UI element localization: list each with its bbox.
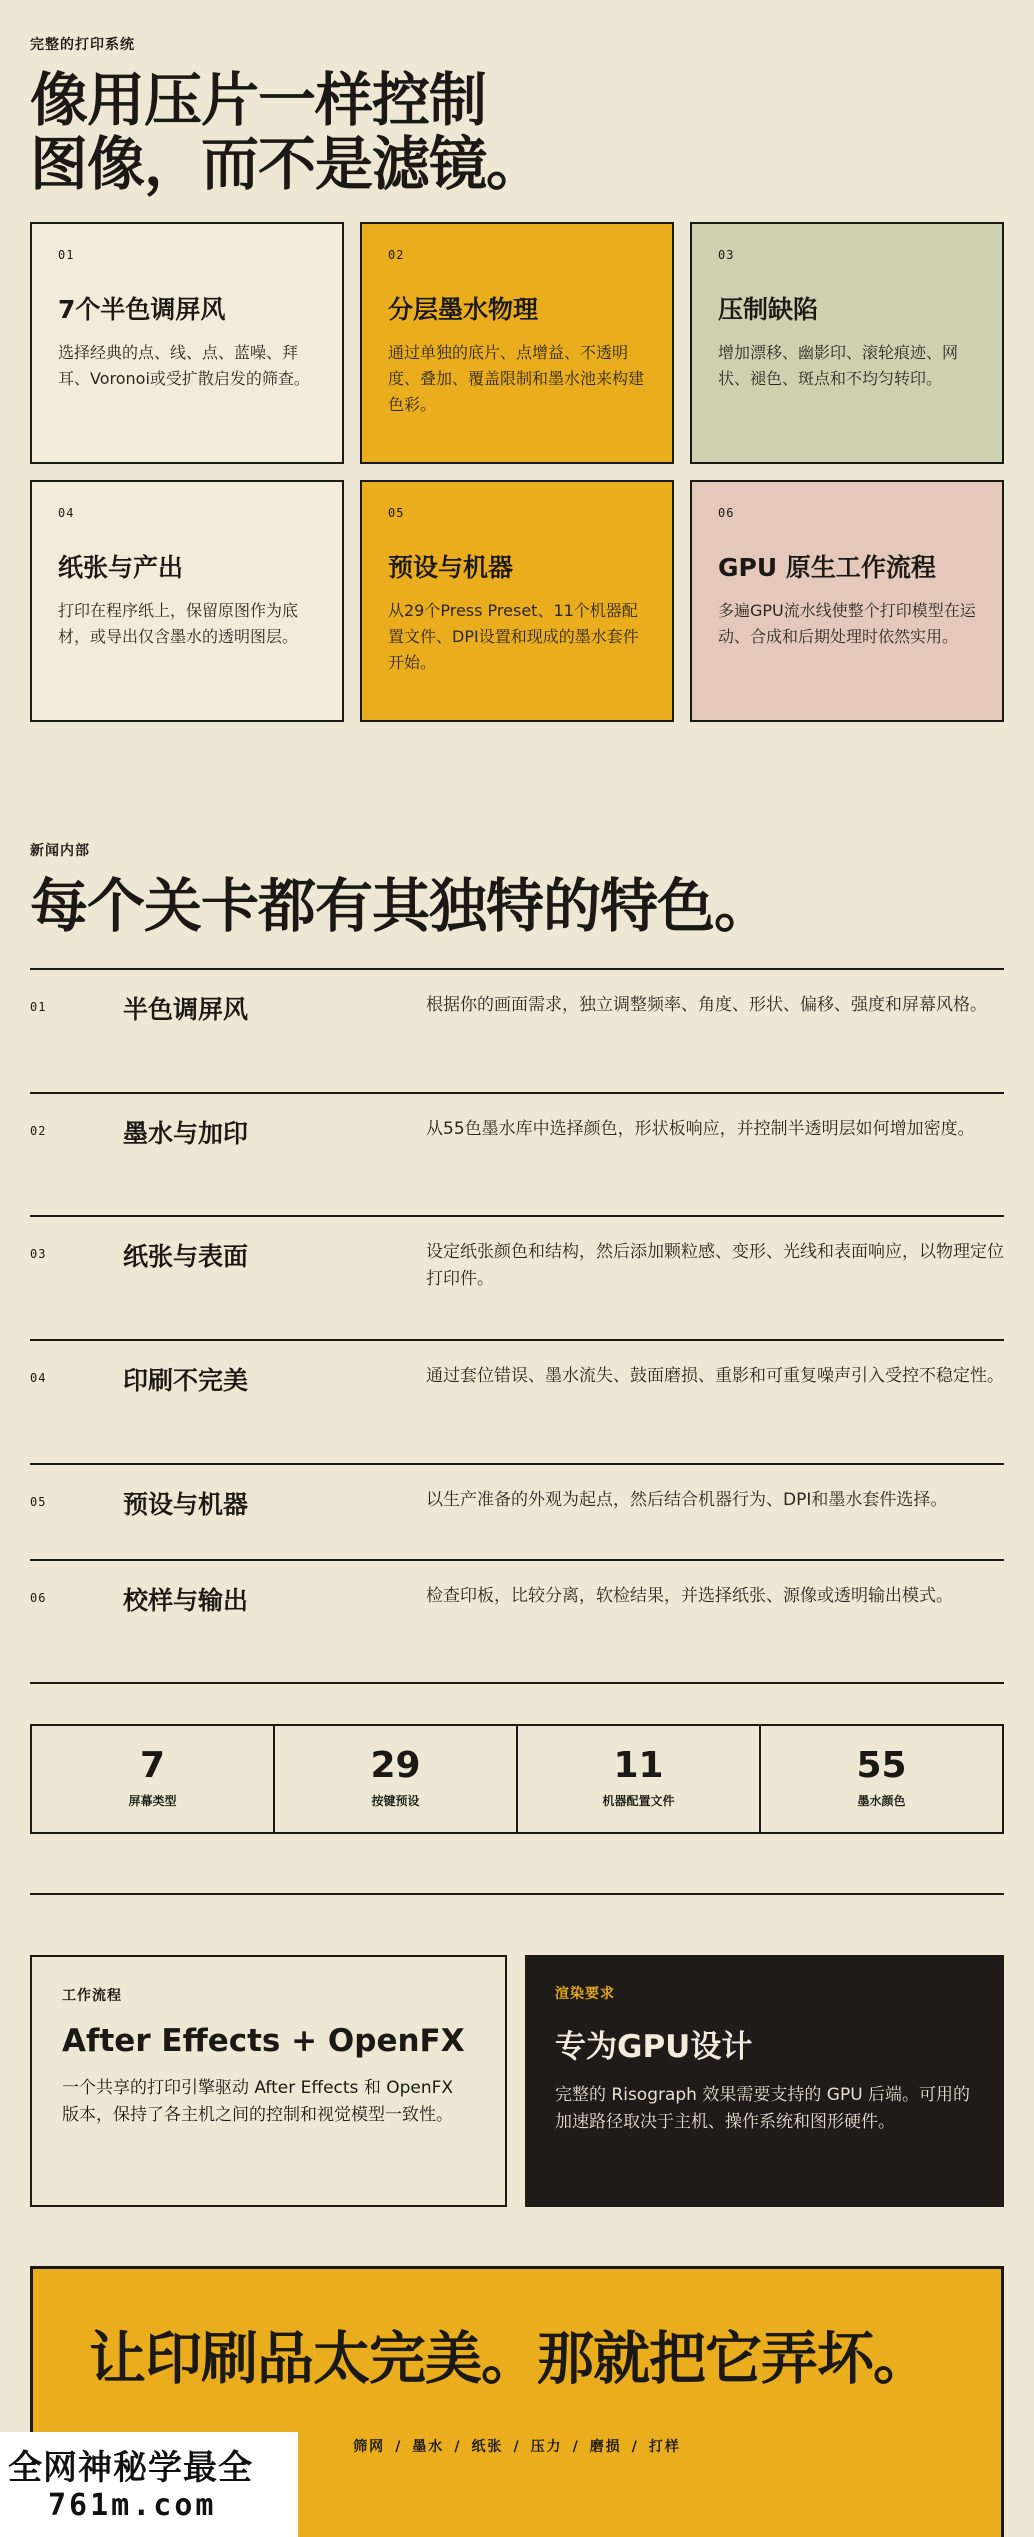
banner-tag: 磨损 [589, 2439, 622, 2455]
feature-title: 7个半色调屏风 [58, 295, 226, 324]
pass-number: 02 [30, 1124, 47, 1138]
stat-value: 29 [370, 1745, 421, 1786]
section-divider [30, 1893, 1004, 1895]
stat-label: 墨水颜色 [857, 1794, 906, 1808]
list-item [30, 1092, 1004, 1215]
render-label: 渲染要求 [555, 1986, 615, 2002]
pass-number: 05 [30, 1495, 47, 1509]
hero-eyebrow: 完整的打印系统 [30, 37, 135, 53]
tag-separator: / [395, 2439, 403, 2455]
stat-value: 7 [139, 1745, 166, 1786]
watermark-line1: 全网神秘学最全 [8, 2448, 253, 2488]
workflow-title: After Effects + OpenFX [62, 2023, 465, 2059]
feature-number: 02 [388, 248, 405, 262]
stat-item [275, 1726, 518, 1832]
workflow-label: 工作流程 [62, 1988, 122, 2004]
feature-grid [30, 222, 1004, 722]
stat-value: 55 [856, 1745, 907, 1786]
passes-list [30, 968, 1004, 1684]
pass-description: 从55色墨水库中选择颜色，形状板响应，并控制半透明层如何增加密度。 [426, 1119, 975, 1139]
feature-number: 05 [388, 506, 405, 520]
banner-tag: 压力 [530, 2439, 563, 2455]
tag-separator: / [513, 2439, 521, 2455]
feature-description: 从29个Press Preset、11个机器配置文件、DPI设置和现成的墨水套件开始。 [388, 601, 639, 672]
passes-header [30, 840, 1004, 938]
stat-label: 屏幕类型 [128, 1794, 177, 1808]
pass-description: 通过套位错误、墨水流失、鼓面磨损、重影和可重复噪声引入受控不稳定性。 [426, 1366, 1004, 1386]
feature-number: 01 [58, 248, 75, 262]
feature-description: 增加漂移、幽影印、滚轮痕迹、网状、褪色、斑点和不均匀转印。 [718, 343, 959, 388]
feature-title: 分层墨水物理 [388, 295, 539, 324]
list-item [30, 968, 1004, 1092]
feature-number: 04 [58, 506, 75, 520]
passes-eyebrow: 新闻内部 [30, 843, 90, 859]
pass-description: 以生产准备的外观为起点，然后结合机器行为、DPI和墨水套件选择。 [426, 1490, 948, 1510]
pass-title: 纸张与表面 [123, 1242, 249, 1271]
stat-item [32, 1726, 275, 1832]
hero [30, 34, 1004, 196]
hero-title-line2: 图像，而不是滤镜。 [30, 130, 544, 198]
list-item [30, 1215, 1004, 1339]
render-box [525, 1955, 1004, 2207]
feature-description: 通过单独的底片、点增益、不透明度、叠加、覆盖限制和墨水池来构建色彩。 [388, 343, 645, 414]
pass-number: 04 [30, 1371, 47, 1385]
feature-card [30, 480, 344, 722]
pass-title: 印刷不完美 [123, 1366, 249, 1395]
tag-separator: / [631, 2439, 639, 2455]
list-item [30, 1559, 1004, 1682]
tag-separator: / [454, 2439, 462, 2455]
feature-card [30, 222, 344, 464]
passes-title: 每个关卡都有其独特的特色。 [30, 872, 772, 940]
feature-card [690, 222, 1004, 464]
banner-tag: 筛网 [353, 2439, 386, 2455]
pass-title: 墨水与加印 [123, 1119, 249, 1148]
render-description: 完整的 Risograph 效果需要支持的 GPU 后端。可用的加速路径取决于主机、操作系统和图形硬件。 [555, 2085, 971, 2132]
stat-label: 机器配置文件 [602, 1794, 675, 1808]
watermark [0, 2432, 298, 2537]
hero-title-line1: 像用压片一样控制 [30, 66, 487, 134]
stat-item [761, 1726, 1002, 1832]
banner-tag: 打样 [648, 2439, 681, 2455]
pass-number: 06 [30, 1591, 47, 1605]
stat-label: 按键预设 [371, 1794, 420, 1808]
render-title: 专为GPU设计 [555, 2029, 753, 2065]
pass-description: 根据你的画面需求，独立调整频率、角度、形状、偏移、强度和屏幕风格。 [426, 995, 987, 1015]
pass-title: 校样与输出 [123, 1586, 249, 1615]
list-item [30, 1463, 1004, 1559]
pass-description: 设定纸张颜色和结构，然后添加颗粒感、变形、光线和表面响应，以物理定位打印件。 [426, 1242, 1004, 1289]
feature-number: 03 [718, 248, 735, 262]
pass-number: 03 [30, 1247, 47, 1261]
feature-title: 压制缺陷 [718, 295, 819, 324]
feature-description: 选择经典的点、线、点、蓝噪、拜耳、Voronoi或受扩散启发的筛查。 [58, 343, 310, 388]
pass-title: 预设与机器 [123, 1490, 249, 1519]
feature-description: 打印在程序纸上，保留原图作为底材，或导出仅含墨水的透明图层。 [58, 601, 299, 646]
feature-card [690, 480, 1004, 722]
list-item [30, 1339, 1004, 1463]
watermark-line2: 761m.com [48, 2488, 217, 2523]
list-end-divider [30, 1682, 1004, 1684]
banner-title: 让印刷品太完美。那就把它弄坏。 [89, 2326, 929, 2392]
feature-title: GPU 原生工作流程 [718, 553, 936, 582]
feature-title: 预设与机器 [388, 553, 514, 582]
pass-title: 半色调屏风 [123, 995, 249, 1024]
tag-separator: / [572, 2439, 580, 2455]
pass-description: 检查印板，比较分离，软检结果，并选择纸张、源像或透明输出模式。 [426, 1586, 953, 1606]
feature-title: 纸张与产出 [58, 553, 184, 582]
stats-bar [30, 1724, 1004, 1834]
feature-card [360, 480, 674, 722]
stat-item [518, 1726, 761, 1832]
feature-number: 06 [718, 506, 735, 520]
banner-tag: 墨水 [412, 2439, 445, 2455]
feature-card [360, 222, 674, 464]
stat-value: 11 [613, 1745, 664, 1786]
pass-number: 01 [30, 1000, 47, 1014]
banner-tag: 纸张 [471, 2439, 504, 2455]
workflow-box [30, 1955, 507, 2207]
workflow-description: 一个共享的打印引擎驱动 After Effects 和 OpenFX 版本，保持了各主机之间的控制和视觉模型一致性。 [62, 2078, 454, 2125]
feature-description: 多遍GPU流水线使整个打印模型在运动、合成和后期处理时依然实用。 [718, 601, 976, 646]
